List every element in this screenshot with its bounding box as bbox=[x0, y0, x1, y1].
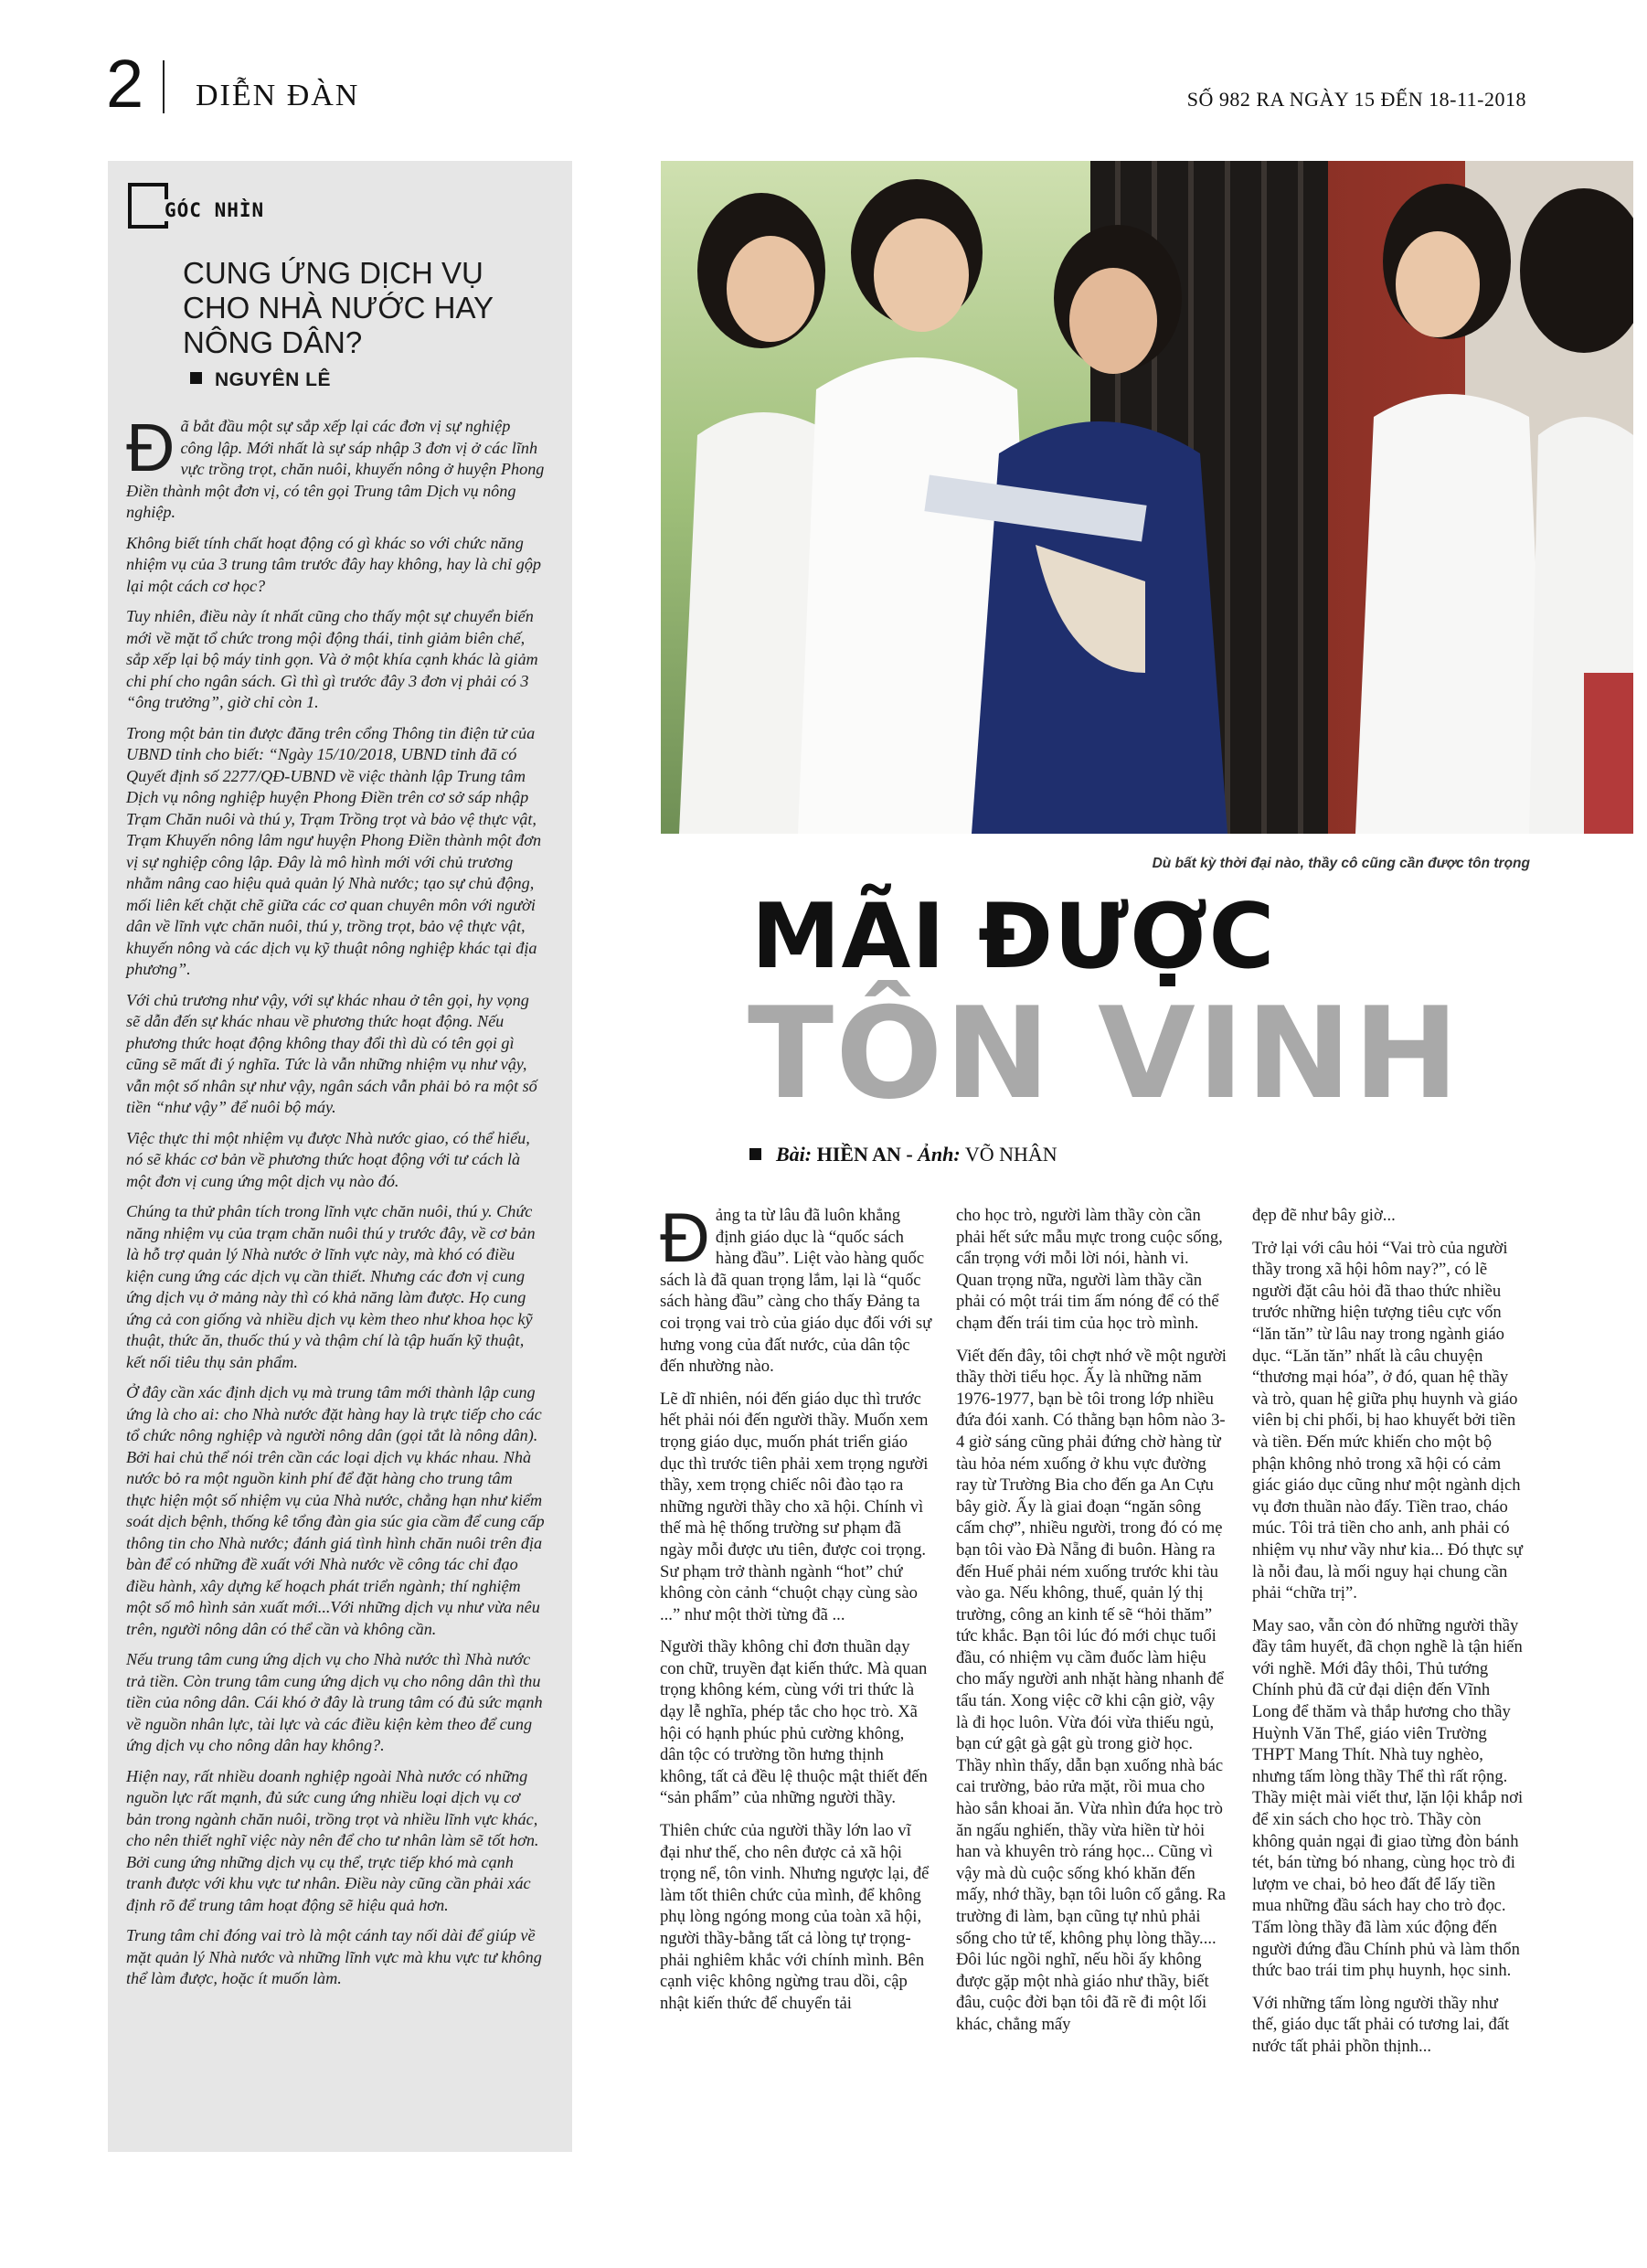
article-dropcap: Đ bbox=[660, 1199, 710, 1277]
sidebar-paragraph: Tuy nhiên, điều này ít nhất cũng cho thấy một sự chuyển biến mới về mặt tổ chức trong mội động thái, tinh giảm biên chế, sắp xếp lại bộ máy tinh gọn. Và ở một khía cạnh khác là giảm chi phí cho ngân sách. Gì thì gì trước đây 3 đơn vị phải có 3 “ông trưởng”, giờ chỉ còn 1. bbox=[126, 607, 538, 711]
sidebar-author bbox=[190, 369, 331, 391]
byline bbox=[749, 1143, 1057, 1166]
headline-line-2: TÔN VINH bbox=[748, 980, 1461, 1127]
article-photo bbox=[661, 161, 1633, 834]
section-name: DIỄN ĐÀN bbox=[196, 79, 360, 112]
sidebar-paragraph: Với chủ trương như vậy, với sự khác nhau ở tên gọi, hy vọng sẽ dẫn đến sự khác nhau về phương thức hoạt động. Nếu phương thức hoạt động không thay đổi thì dù có tên gọi gì cũng sẽ mất đi ý nghĩa. Tức là vẫn những nhiệm vụ như vậy, vẫn một số nhân sự như vậy, ngân sách vẫn phải bỏ ra một số tiền “như vậy” để nuôi bộ máy. bbox=[126, 990, 537, 1116]
article-paragraph: Đảng ta từ lâu đã luôn khẳng định giáo dục là “quốc sách hàng đầu”. Liệt vào hàng quốc sách là đã quan trọng lắm, lại là “quốc sách hàng đầu” càng cho thấy Đảng ta coi trọng vai trò của giáo dục đối với sự hưng vong của đất nước, của dân tộc đến nhường nào. bbox=[660, 1199, 932, 1377]
sidebar-author-name: NGUYÊN LÊ bbox=[215, 369, 332, 390]
byline-photographer: VÕ NHÂN bbox=[960, 1143, 1057, 1166]
article-paragraph: Với những tấm lòng người thầy như thế, giáo dục tất phải có tương lai, đất nước tất phải phồn thịnh... bbox=[1252, 1993, 1510, 2056]
page-number: 2 bbox=[106, 46, 144, 122]
article-paragraph: đẹp đẽ như bây giờ... bbox=[1252, 1206, 1396, 1225]
byline-label-text: Bài: bbox=[776, 1143, 813, 1166]
article-paragraph: Người thầy không chỉ đơn thuần dạy con chữ, truyền đạt kiến thức. Mà quan trọng không kém, cùng với tri thức là dạy lễ nghĩa, phép tắc cho học trò. Xã hội có hạnh phúc phủ cường không, dân tộc có trường tồn hưng thịnh không, tất cả đều lệ thuộc mật thiết đến “sản phẩm” của những người thầy. bbox=[660, 1637, 928, 1808]
issue-info: SỐ 982 RA NGÀY 15 ĐẾN 18-11-2018 bbox=[1186, 88, 1526, 111]
bullet-square-icon bbox=[749, 1148, 761, 1160]
column-label: GÓC NHÌN bbox=[161, 199, 264, 221]
article-paragraph: Trở lại với câu hỏi “Vai trò của người thầy trong xã hội hôm nay?”, có lẽ người đặt câu hỏi đã thao thức nhiều trước những hiện tượng tiêu cực vốn “lăn tăn” từ lâu nay trong ngành giáo dục. “Lăn tăn” nhất là câu chuyện “thương mại hóa”, ở đó, quan hệ thầy và trò, quan hệ giữa phụ huynh và giáo viên bị chi phối, bị hao khuyết bởi tiền và tiền. Đến mức khiến cho một bộ phận không nhỏ trong xã hội có cảm giác giáo dục cũng như một ngành dịch vụ đơn thuần nào đấy. Tiền trao, cháo múc. Tôi trả tiền cho anh, anh phải có nhiệm vụ như vầy như kia... Đó thực sự là nỗi đau, là mối nguy hại chung cần phải “chữa trị”. bbox=[1252, 1238, 1523, 1603]
teacher-students-photo bbox=[661, 161, 1633, 834]
sidebar-paragraph: Không biết tính chất hoạt động có gì khác so với chức năng nhiệm vụ của 3 trung tâm trước đây hay không, hay là chỉ gộp lại một cách cơ học? bbox=[126, 533, 542, 595]
headline-line-1: MÃI ĐƯỢC bbox=[751, 885, 1276, 989]
sidebar-paragraph: Việc thực thi một nhiệm vụ được Nhà nước giao, có thể hiểu, nó sẽ khác cơ bản về phương thức hoạt động với tư cách là một đơn vị cung ứng một dịch vụ nào đó. bbox=[126, 1128, 530, 1190]
sidebar-paragraph: Chúng ta thử phân tích trong lĩnh vực chăn nuôi, thú y. Chức năng nhiệm vụ của trạm chăn nuôi thú y trước đây, về cơ bản là hỗ trợ quản lý Nhà nước ở lĩnh vực này, mà khó có điều kiện cung ứng các dịch vụ cần thiết. Nhưng các đơn vị cung ứng dịch vụ ở mảng này thì có khả năng làm được. Họ cung ứng cả con giống và nhiều dịch vụ kèm theo như khoa học kỹ thuật, thức ăn, thuốc thú y và thậm chí là tập huấn kỹ thuật, kết nối tiêu thụ sản phẩm. bbox=[126, 1202, 536, 1371]
article-paragraph: Lẽ dĩ nhiên, nói đến giáo dục thì trước hết phải nói đến người thầy. Muốn xem trọng giáo dục, muốn phát triển giáo dục thì trước tiên phải xem trọng người thầy, xem trọng chiếc nôi đào tạo ra những người thầy cho xã hội. Chính vì thế mà hệ thống trường sư phạm đã ngày mỗi được ưu tiên, được coi trọng. Sư phạm trở thành ngành “hot” chứ không còn cảnh “chuột chạy cùng sào ...” như một thời từng đã ... bbox=[660, 1389, 929, 1624]
article-paragraph: May sao, vẫn còn đó những người thầy đầy tâm huyết, đã chọn nghề là tận hiến với nghề. Mới đây thôi, Thủ tướng Chính phủ đã cử đại diện đến Vĩnh Long để thăm và thắp hương cho thầy Huỳnh Văn Thể, giáo viên Trường THPT Mang Thít. Nhà tuy nghèo, nhưng tấm lòng thầy Thể thì rất rộng. Thầy miệt mài viết thư, lặn lội khắp nơi để xin sách cho học trò. Thầy còn không quản ngại đi giao từng đòn bánh tét, bán từng bó nhang, cùng học trò đi lượm ve chai, bỏ heo đất để lấy tiền mua những đầu sách hay cho trò đọc. Tấm lòng thầy đã làm xúc động đến người đứng đầu Chính phủ và làm thổn thức bao trái tim phụ huynh, học sinh. bbox=[1252, 1615, 1524, 1981]
article-column-3 bbox=[1252, 1205, 1525, 2069]
article-paragraph: cho học trò, người làm thầy còn cần phải hết sức mẫu mực trong cuộc sống, cẩn trọng với mỗi lời nói, hành vi. Quan trọng nữa, người làm thầy cần phải có một trái tim ấm nóng để có thể chạm đến trái tim của học trò mình. bbox=[956, 1206, 1223, 1333]
byline-label-photo: Ảnh: bbox=[918, 1143, 961, 1166]
photo-caption: Dù bất kỳ thời đại nào, thầy cô cũng cần được tôn trọng bbox=[1152, 856, 1530, 871]
article-column-1 bbox=[660, 1199, 932, 2025]
sidebar-paragraph: Ở đây cần xác định dịch vụ mà trung tâm mới thành lập cung ứng là cho ai: cho Nhà nước đặt hàng hay là trực tiếp cho các tổ chức nông nghiệp và người nông dân (gọi tắt là nông dân). Bởi hai chủ thể nói trên cần các loại dịch vụ khác nhau. Nhà nước bỏ ra một nguồn kinh phí để đặt hàng cho trung tâm thực hiện một số nhiệm vụ của Nhà nước, chẳng hạn như kiểm soát dịch bệnh, thống kê tổng đàn gia súc gia cầm để cung cấp thông tin cho Nhà nước; đánh giá tình hình chăn nuôi trên địa bàn để có những đề xuất với Nhà nước về công tác chỉ đạo điều hành, xây dựng kế hoạch phát triển ngành; thí nghiệm một số mô hình sản xuất mới...Với những dịch vụ như vừa nêu trên, người nông dân có thể cần và không cần. bbox=[126, 1383, 545, 1638]
header-divider bbox=[163, 60, 165, 113]
byline-author: HIỀN AN - bbox=[812, 1143, 919, 1166]
sidebar-paragraph: Hiện nay, rất nhiều doanh nghiệp ngoài Nhà nước có những nguồn lực rất mạnh, đủ sức cung ứng nhiều loại dịch vụ cơ bản trong ngành chăn nuôi, trồng trọt và nhiều lĩnh vực khác, cho nên thiết nghĩ việc này nên để cho tư nhân làm sẽ tốt hơn. Bởi cung ứng những dịch vụ cụ thể, trực tiếp khó mà cạnh tranh được với khu vực tư nhân. Điều này cũng cần phải xác định rõ để trung tâm hoạt động sẽ hiệu quả hơn. bbox=[126, 1766, 539, 1914]
sidebar-paragraph: Trong một bản tin được đăng trên cổng Thông tin điện tử của UBND tỉnh cho biết: “Ngày 15/10/2018, UBND tỉnh đã có Quyết định số 2277/QĐ-UBND về việc thành lập Trung tâm Dịch vụ nông nghiệp huyện Phong Điền trên cơ sở sáp nhập Trạm Chăn nuôi và thú y, Trạm Trồng trọt và bảo vệ thực vật, Trạm Khuyến nông lâm ngư huyện Phong Điền thành một đơn vị sự nghiệp công lập. Đây là mô hình mới với chủ trương nhằm nâng cao hiệu quả quản lý Nhà nước; tạo sự chủ động, mối liên kết chặt chẽ giữa các cơ quan chuyên môn với người dân về lĩnh vực chăn nuôi, thú y, trồng trọt, bảo vệ thực vật, khuyến nông và các dịch vụ kỹ thuật nông nghiệp khác tại địa phương”. bbox=[126, 723, 542, 978]
sidebar-paragraph: Trung tâm chỉ đóng vai trò là một cánh tay nối dài để giúp về mặt quản lý Nhà nước và những lĩnh vực mà khu vực tư không thể làm được, hoặc ít muốn làm. bbox=[126, 1926, 542, 1987]
sidebar-title: CUNG ỨNG DỊCH VỤ CHO NHÀ NƯỚC HAY NÔNG DÂN? bbox=[183, 256, 494, 359]
bullet-square-icon bbox=[190, 372, 202, 384]
article-paragraph: Thiên chức của người thầy lớn lao vĩ đại như thế, cho nên được cả xã hội trọng nể, tôn vinh. Nhưng ngược lại, để làm tốt thiên chức của mình, để không phụ lòng ngóng mong của toàn xã hội, người thầy-bằng tất cả lòng tự trọng- phải nghiêm khắc với chính mình. Bên cạnh việc không ngừng trau dồi, cập nhật kiến thức để chuyển tải bbox=[660, 1821, 930, 2013]
sidebar-paragraph: Đã bắt đầu một sự sắp xếp lại các đơn vị sự nghiệp công lập. Mới nhất là sự sáp nhập 3 đơn vị ở các lĩnh vực trồng trọt, chăn nuôi, khuyến nông ở huyện Phong Điền thành một đơn vị, có tên gọi Trung tâm Dịch vụ nông nghiệp. bbox=[126, 410, 545, 521]
article-paragraph: Viết đến đây, tôi chợt nhớ về một người thầy thời tiểu học. Ấy là những năm 1976-1977, bạn bè tôi trong lớp nhiều đứa đói xanh. Có thằng bạn hôm nào 3-4 giờ sáng cũng phải đứng chờ hàng từ tàu hỏa ném xuống ở khu vực đường ray từ Trường Bia cho đến ga An Cựu bây giờ. Ấy là giai đoạn “ngăn sông cấm chợ”, nhiều người, trong đó có mẹ bạn tôi vào Đà Nẵng đi buôn. Hàng ra đến Huế phải ném xuống trước khi tàu vào ga. Nếu không, thuế, quản lý thị trường, công an kinh tế sẽ “hỏi thăm” tức khắc. Bạn tôi lúc đó mới chục tuổi đầu, có nhiệm vụ cầm đuốc làm hiệu cho mấy người anh nhặt hàng nhanh để tẩu tán. Xong việc cỡ khi cận giờ, vậy là đi học luôn. Vừa đói vừa thiếu ngủ, bạn cứ gật gà gật gù trong giờ học. Thầy nhìn thấy, dẫn bạn xuống nhà bác cai trường, bảo rửa mặt, rồi mua cho hào sắn khoai ăn. Vừa nhìn đứa học trò ăn ngấu nghiến, thầy vừa hiền từ hỏi han và khuyên trò ráng học... Cũng vì vậy mà dù cuộc sống khó khăn đến mấy, nhớ thầy, bạn tôi luôn cố gắng. Ra trường đi làm, bạn cũng tự nhủ phải sống cho tử tế, không phụ lòng thầy.... Đôi lúc ngồi nghĩ, nếu hồi ấy không được gặp một nhà giáo như thầy, biết đâu, cuộc đời bạn tôi đã rẽ đi một lối khác, chẳng mấy bbox=[956, 1346, 1227, 2034]
sidebar-dropcap: Đ bbox=[126, 410, 175, 485]
sidebar-body bbox=[126, 410, 545, 1999]
sidebar-paragraph: Nếu trung tâm cung ứng dịch vụ cho Nhà nước thì Nhà nước trả tiền. Còn trung tâm cung ứng dịch vụ cho nông dân thì thu tiền của nông dân. Cái khó ở đây là trung tâm có đủ sức mạnh về nguồn nhân lực, tài lực và các điều kiện kèm theo để cung ứng dịch vụ cho nông dân hay không?. bbox=[126, 1650, 543, 1754]
article-column-2 bbox=[956, 1205, 1228, 2047]
